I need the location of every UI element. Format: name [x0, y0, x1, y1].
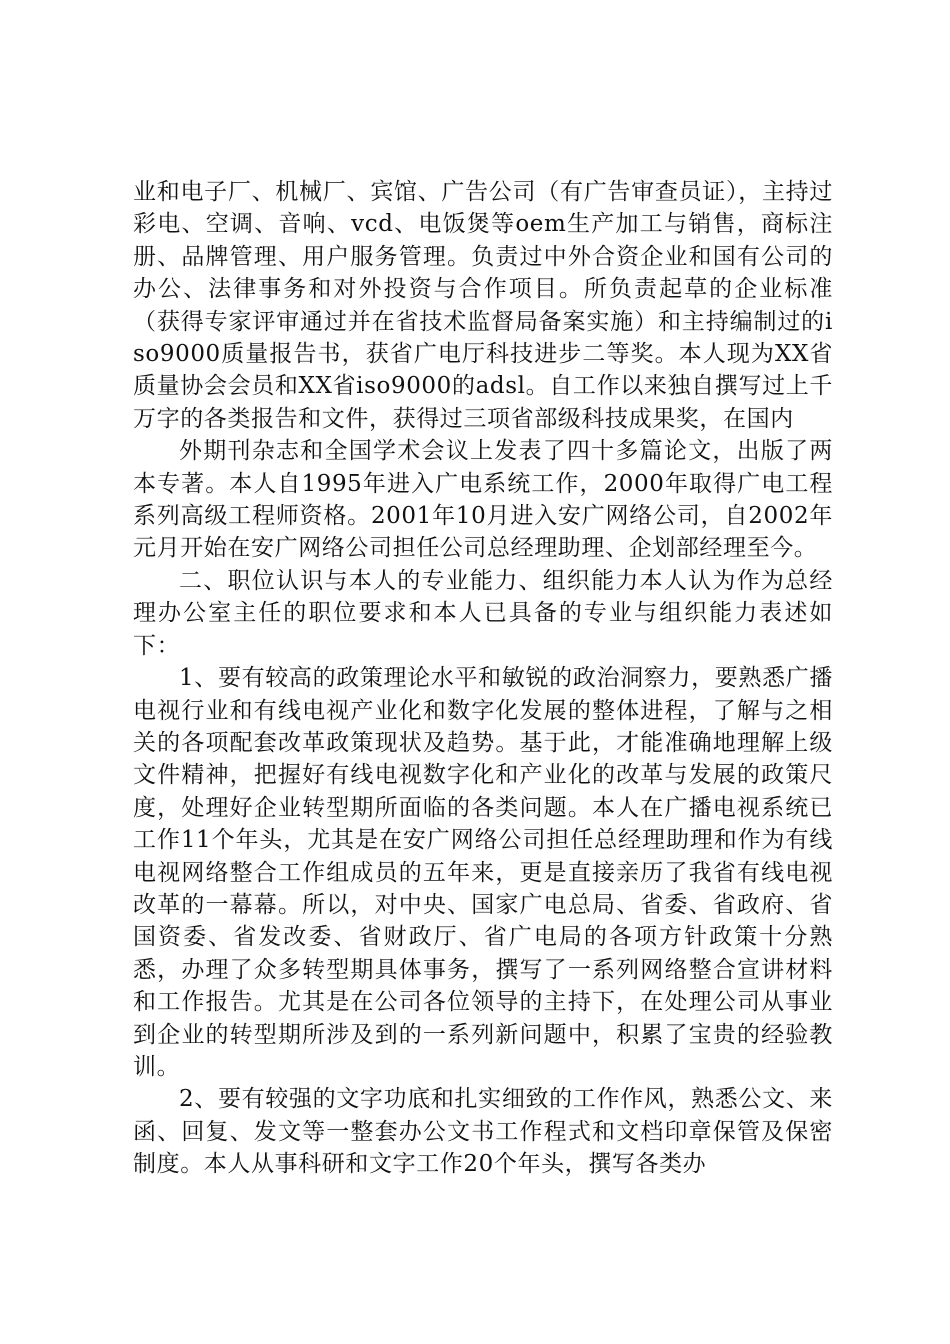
- paragraph-2: 外期刊杂志和全国学术会议上发表了四十多篇论文，出版了两本专著。本人自1995年进入广电系统工作，2000年取得广电工程系列高级工程师资格。2001年10月进入安广网络公司，自2002年元月开始在安广网络公司担任公司总经理助理、企划部经理至今。: [133, 438, 833, 562]
- paragraph-5: 2、要有较强的文字功底和扎实细致的工作作风，熟悉公文、来函、回复、发文等一整套办公文书工作程式和文档印章保管及保密制度。本人从事科研和文字工作20个年头，撰写各类办: [133, 1086, 833, 1178]
- paragraph-3: 二、职位认识与本人的专业能力、组织能力本人认为作为总经理办公室主任的职位要求和本人已具备的专业与组织能力表述如下：: [133, 567, 833, 659]
- document-body: [133, 176, 833, 1181]
- paragraph-4: 1、要有较高的政策理论水平和敏锐的政治洞察力，要熟悉广播电视行业和有线电视产业化和数字化发展的整体进程，了解与之相关的各项配套改革政策现状及趋势。基于此，才能准确地理解上级文件精神，把握好有线电视数字化和产业化的改革与发展的政策尺度，处理好企业转型期所面临的各类问题。本人在广播电视系统已工作11个年头，尤其是在安广网络公司担任总经理助理和作为有线电视网络整合工作组成员的五年来，更是直接亲历了我省有线电视改革的一幕幕。所以，对中央、国家广电总局、省委、省政府、省国资委、省发改委、省财政厅、省广电局的各项方针政策十分熟悉，办理了众多转型期具体事务，撰写了一系列网络整合宣讲材料和工作报告。尤其是在公司各位领导的主持下，在处理公司从事业到企业的转型期所涉及到的一系列新问题中，积累了宝贵的经验教训。: [133, 665, 833, 1080]
- paragraph-1: 业和电子厂、机械厂、宾馆、广告公司（有广告审查员证），主持过彩电、空调、音响、vcd、电饭煲等oem生产加工与销售，商标注册、品牌管理、用户服务管理。负责过中外合资企业和国有公司的办公、法律事务和对外投资与合作项目。所负责起草的企业标准（获得专家评审通过并在省技术监督局备案实施）和主持编制过的iso9000质量报告书，获省广电厅科技进步二等奖。本人现为XX省质量协会会员和XX省iso9000的adsl。自工作以来独自撰写过上千万字的各类报告和文件，获得过三项省部级科技成果奖，在国内: [133, 179, 833, 432]
